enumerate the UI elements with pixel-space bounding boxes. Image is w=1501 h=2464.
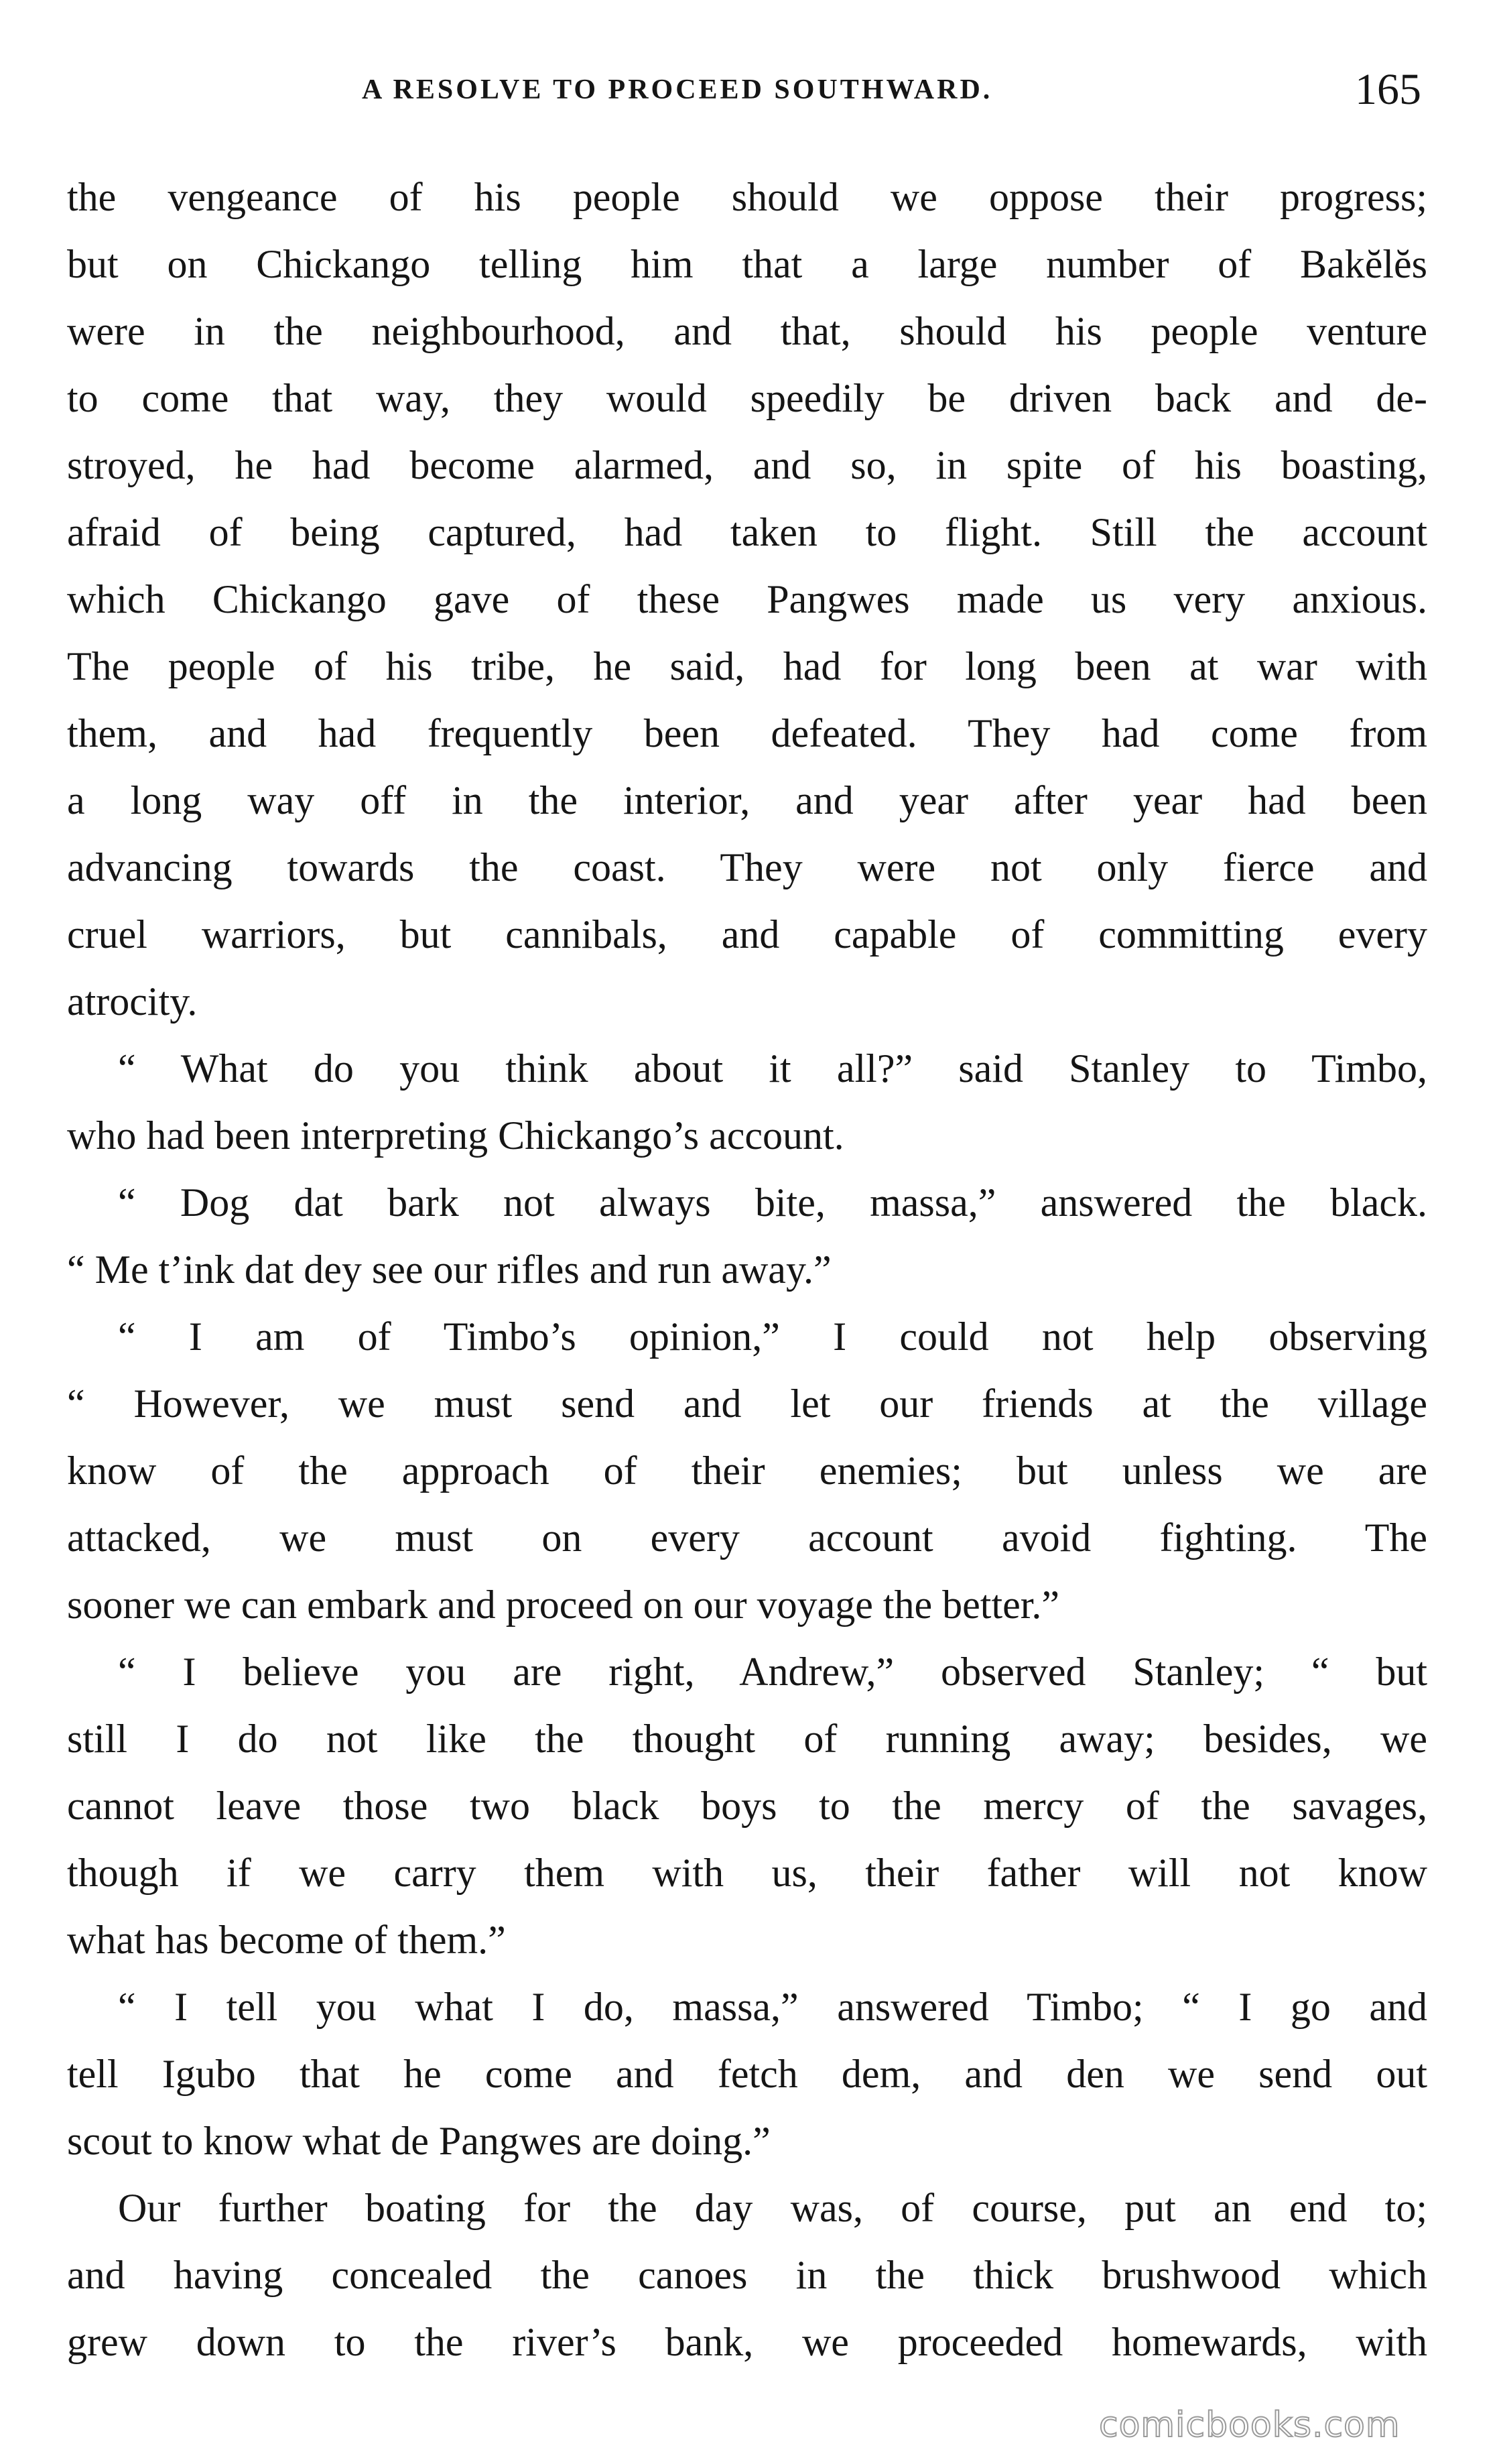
- text-line: “ Dog dat bark not always bite, massa,” answered the black.: [118, 1180, 1427, 1225]
- text-line: “ However, we must send and let our friends at the village: [67, 1381, 1427, 1426]
- text-line: cruel warriors, but cannibals, and capable of committing every: [67, 912, 1427, 957]
- text-line: what has become of them.”: [67, 1918, 506, 1962]
- body-text: [67, 164, 1427, 2376]
- text-line: grew down to the river’s bank, we proceeded homewards, with: [67, 2320, 1427, 2364]
- text-line: “ What do you think about it all?” said Stanley to Timbo,: [118, 1046, 1427, 1091]
- running-head: [0, 64, 1501, 118]
- text-line: cannot leave those two black boys to the mercy of the savages,: [67, 1784, 1427, 1828]
- text-line: “ I am of Timbo’s opinion,” I could not help observing: [118, 1314, 1427, 1359]
- text-line: “ Me t’ink dat dey see our rifles and run away.”: [67, 1247, 832, 1292]
- text-line: tell Igubo that he come and fetch dem, and den we send out: [67, 2052, 1427, 2096]
- text-line: advancing towards the coast. They were not only fierce and: [67, 845, 1427, 889]
- text-line: a long way off in the interior, and year after year had been: [67, 778, 1427, 822]
- text-line: “ I believe you are right, Andrew,” observed Stanley; “ but: [118, 1650, 1427, 1694]
- text-line: them, and had frequently been defeated. They had come from: [67, 711, 1427, 755]
- text-line: stroyed, he had become alarmed, and so, in spite of his boasting,: [67, 443, 1427, 487]
- text-line: which Chickango gave of these Pangwes made us very anxious.: [67, 577, 1427, 621]
- text-line: “ I tell you what I do, massa,” answered Timbo; “ I go and: [118, 1985, 1427, 2029]
- text-line: who had been interpreting Chickango’s account.: [67, 1113, 844, 1158]
- watermark: comicbooks.com: [1099, 2405, 1400, 2445]
- running-title: A RESOLVE TO PROCEED SOUTHWARD.: [362, 74, 993, 105]
- text-line: Our further boating for the day was, of course, put an end to;: [118, 2186, 1427, 2230]
- text-line: The people of his tribe, he said, had for long been at war with: [67, 644, 1427, 688]
- text-line: attacked, we must on every account avoid fighting. The: [67, 1516, 1427, 1560]
- page-number: 165: [1355, 65, 1421, 114]
- text-line: sooner we can embark and proceed on our voyage the better.”: [67, 1583, 1060, 1627]
- text-line: still I do not like the thought of running away; besides, we: [67, 1717, 1427, 1761]
- text-line: scout to know what de Pangwes are doing.”: [67, 2119, 771, 2163]
- text-line: and having concealed the canoes in the thick brushwood which: [67, 2253, 1427, 2297]
- text-line: but on Chickango telling him that a large number of Bakĕlĕs: [67, 242, 1427, 286]
- text-line: atrocity.: [67, 979, 198, 1024]
- text-line: the vengeance of his people should we oppose their progress;: [67, 175, 1427, 219]
- text-line: afraid of being captured, had taken to flight. Still the account: [67, 510, 1427, 554]
- text-line: were in the neighbourhood, and that, should his people venture: [67, 309, 1427, 353]
- text-line: though if we carry them with us, their father will not know: [67, 1851, 1427, 1895]
- text-line: know of the approach of their enemies; but unless we are: [67, 1449, 1427, 1493]
- text-line: to come that way, they would speedily be driven back and de-: [67, 376, 1427, 420]
